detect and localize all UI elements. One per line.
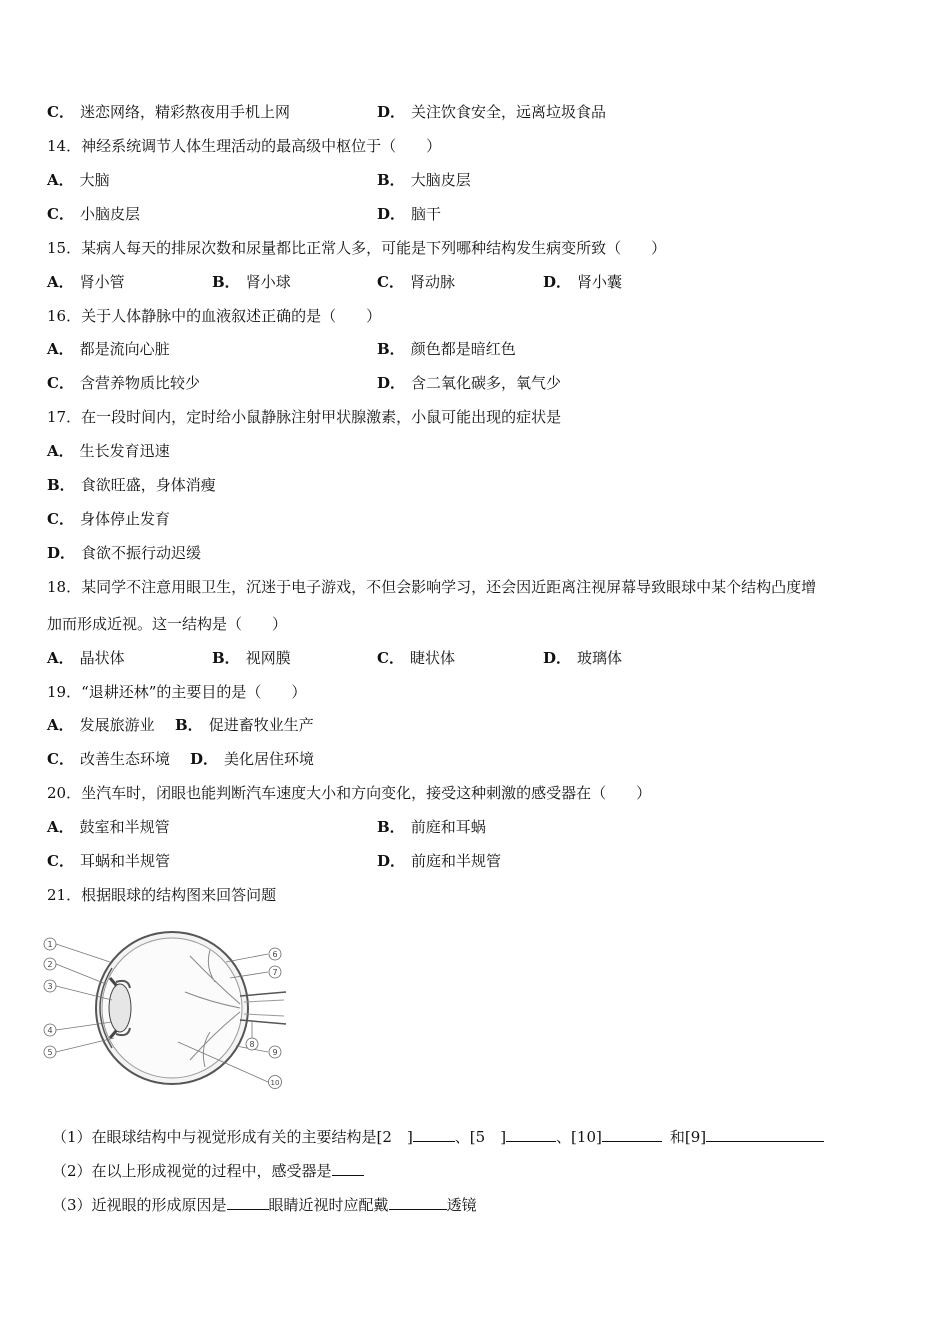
option-label: B． xyxy=(47,476,75,494)
option-label: A． xyxy=(47,818,74,836)
q14-option-a[interactable] xyxy=(47,170,110,190)
option-label: C． xyxy=(47,205,74,223)
q21-sub3-text-2: 眼睛近视时应配戴 xyxy=(268,1196,389,1214)
option-text: 迷恋网络，精彩熬夜用手机上网 xyxy=(79,103,290,121)
option-text: 鼓室和半规管 xyxy=(79,818,170,836)
option-text: 关注饮食安全，远离垃圾食品 xyxy=(411,103,607,121)
option-text: 晶状体 xyxy=(79,649,125,667)
q15-option-b[interactable] xyxy=(212,272,291,292)
q20-option-a[interactable] xyxy=(47,817,170,837)
diagram-label-10: 10 xyxy=(270,1079,280,1087)
option-text: 食欲不振行动迟缓 xyxy=(81,544,202,562)
option-label: A． xyxy=(47,171,74,189)
q16-option-c[interactable] xyxy=(47,373,200,393)
q15-option-c[interactable] xyxy=(377,272,455,292)
eyeball-diagram xyxy=(40,922,290,1094)
q19-option-d[interactable] xyxy=(190,749,314,769)
option-label: D． xyxy=(377,103,406,121)
q18-stem-line1: 18．某同学不注意用眼卫生，沉迷于电子游戏，不但会影响学习，还会因近距离注视屏幕导致眼球中某个结构凸度增 xyxy=(47,578,817,596)
q18-option-c[interactable] xyxy=(377,648,455,668)
option-text: 前庭和耳蜗 xyxy=(410,818,486,836)
option-text: 身体停止发育 xyxy=(79,510,170,528)
option-label: C． xyxy=(47,852,74,870)
option-text: 玻璃体 xyxy=(577,649,623,667)
option-label: C． xyxy=(47,750,74,768)
option-text: 睫状体 xyxy=(409,649,455,667)
q18-option-b[interactable] xyxy=(212,648,291,668)
option-label: D． xyxy=(190,750,219,768)
option-label: D． xyxy=(377,374,406,392)
option-label: B． xyxy=(377,171,405,189)
q21-sub3-text-1: （3）近视眼的形成原因是 xyxy=(52,1196,227,1214)
q18-option-d[interactable] xyxy=(543,648,622,668)
option-label: C． xyxy=(47,374,74,392)
option-label: C． xyxy=(377,649,404,667)
q17-option-d[interactable] xyxy=(47,543,201,563)
q21-stem: 21．根据眼球的结构图来回答问题 xyxy=(47,886,277,904)
option-label: A． xyxy=(47,273,74,291)
option-text: 大脑 xyxy=(79,171,110,189)
blank-input[interactable] xyxy=(227,1195,269,1210)
option-label: B． xyxy=(377,818,405,836)
option-label: B． xyxy=(377,340,405,358)
q15-stem: 15．某病人每天的排尿次数和尿量都比正常人多，可能是下列哪种结构发生病变所致（ ） xyxy=(47,239,667,257)
q15-option-d[interactable] xyxy=(543,272,622,292)
option-label: B． xyxy=(175,716,203,734)
option-text: 含营养物质比较少 xyxy=(79,374,200,392)
option-text: 改善生态环境 xyxy=(79,750,170,768)
diagram-label-4: 4 xyxy=(47,1026,53,1035)
option-label: C． xyxy=(47,103,74,121)
q15-option-a[interactable] xyxy=(47,272,125,292)
blank-input[interactable] xyxy=(413,1127,455,1142)
q14-option-c[interactable] xyxy=(47,204,140,224)
q21-sub3-text-3: 透镜 xyxy=(446,1196,477,1214)
option-label: D． xyxy=(543,273,572,291)
option-text: 都是流向心脏 xyxy=(79,340,170,358)
option-text: 含二氧化碳多，氧气少 xyxy=(411,374,562,392)
blank-input[interactable] xyxy=(506,1127,556,1142)
q21-sub2 xyxy=(52,1161,364,1181)
diagram-label-1: 1 xyxy=(47,940,53,949)
option-text: 食欲旺盛，身体消瘦 xyxy=(80,476,216,494)
q17-option-b[interactable] xyxy=(47,475,216,495)
q19-stem: 19．“退耕还林”的主要目的是（ ） xyxy=(47,683,307,701)
option-label: B． xyxy=(212,273,240,291)
q19-option-b[interactable] xyxy=(175,715,314,735)
q21-sub2-text-1: （2）在以上形成视觉的过程中，感受器是 xyxy=(52,1162,332,1180)
blank-input[interactable] xyxy=(389,1195,447,1210)
option-label: A． xyxy=(47,649,74,667)
q16-option-d[interactable] xyxy=(377,373,561,393)
q14-option-b[interactable] xyxy=(377,170,471,190)
diagram-label-2: 2 xyxy=(47,960,53,969)
q21-sub1-text-4: 和[9] xyxy=(669,1128,707,1146)
option-text: 肾小囊 xyxy=(577,273,623,291)
option-label: C． xyxy=(377,273,404,291)
option-label: D． xyxy=(543,649,572,667)
q17-stem: 17．在一段时间内，定时给小鼠静脉注射甲状腺激素，小鼠可能出现的症状是 xyxy=(47,408,562,426)
option-text: 小脑皮层 xyxy=(79,205,140,223)
diagram-label-6: 6 xyxy=(272,950,278,959)
q18-stem-line2: 加而形成近视。这一结构是（ ） xyxy=(47,615,288,633)
option-label: D． xyxy=(377,852,406,870)
blank-input[interactable] xyxy=(332,1161,364,1176)
q16-stem: 16．关于人体静脉中的血液叙述正确的是（ ） xyxy=(47,307,382,325)
option-label: B． xyxy=(212,649,240,667)
q14-stem: 14．神经系统调节人体生理活动的最高级中枢位于（ ） xyxy=(47,137,442,155)
q14-option-d[interactable] xyxy=(377,204,441,224)
q20-option-c[interactable] xyxy=(47,851,170,871)
option-label: A． xyxy=(47,340,74,358)
q19-option-a[interactable] xyxy=(47,715,155,735)
q20-option-d[interactable] xyxy=(377,851,501,871)
option-text: 肾小管 xyxy=(79,273,125,291)
option-text: 肾动脉 xyxy=(409,273,455,291)
option-text: 肾小球 xyxy=(245,273,291,291)
option-text: 美化居住环境 xyxy=(224,750,315,768)
option-label: D． xyxy=(47,544,76,562)
diagram-label-5: 5 xyxy=(47,1048,53,1057)
option-text: 促进畜牧业生产 xyxy=(208,716,314,734)
diagram-label-3: 3 xyxy=(47,982,53,991)
option-text: 发展旅游业 xyxy=(79,716,155,734)
q21-sub1-text-1: （1）在眼球结构中与视觉形成有关的主要结构是[2 ] xyxy=(52,1128,413,1146)
diagram-label-8: 8 xyxy=(249,1040,255,1049)
q21-sub1-text-2: 、[5 ] xyxy=(454,1128,507,1146)
blank-input[interactable] xyxy=(706,1127,824,1142)
blank-input[interactable] xyxy=(602,1127,662,1142)
diagram-label-7: 7 xyxy=(272,968,278,977)
q20-option-b[interactable] xyxy=(377,817,486,837)
diagram-label-9: 9 xyxy=(272,1048,278,1057)
q21-sub1 xyxy=(52,1127,824,1147)
q21-sub3 xyxy=(52,1195,477,1215)
option-label: A． xyxy=(47,716,74,734)
q19-option-c[interactable] xyxy=(47,749,170,769)
option-text: 耳蜗和半规管 xyxy=(79,852,170,870)
option-text: 视网膜 xyxy=(245,649,291,667)
option-text: 生长发育迅速 xyxy=(79,442,170,460)
q21-sub1-text-3: 、[10] xyxy=(556,1128,602,1146)
option-label: A． xyxy=(47,442,74,460)
q17-option-a[interactable] xyxy=(47,441,170,461)
option-label: C． xyxy=(47,510,74,528)
option-text: 脑干 xyxy=(411,205,442,223)
q18-option-a[interactable] xyxy=(47,648,125,668)
q17-option-c[interactable] xyxy=(47,509,170,529)
q13-option-d[interactable] xyxy=(377,102,606,122)
option-text: 颜色都是暗红色 xyxy=(410,340,516,358)
q16-option-b[interactable] xyxy=(377,339,516,359)
option-text: 大脑皮层 xyxy=(410,171,471,189)
q13-option-c[interactable] xyxy=(47,102,290,122)
option-label: D． xyxy=(377,205,406,223)
q20-stem: 20．坐汽车时，闭眼也能判断汽车速度大小和方向变化，接受这种刺激的感受器在（ ） xyxy=(47,784,652,802)
q16-option-a[interactable] xyxy=(47,339,170,359)
option-text: 前庭和半规管 xyxy=(411,852,502,870)
